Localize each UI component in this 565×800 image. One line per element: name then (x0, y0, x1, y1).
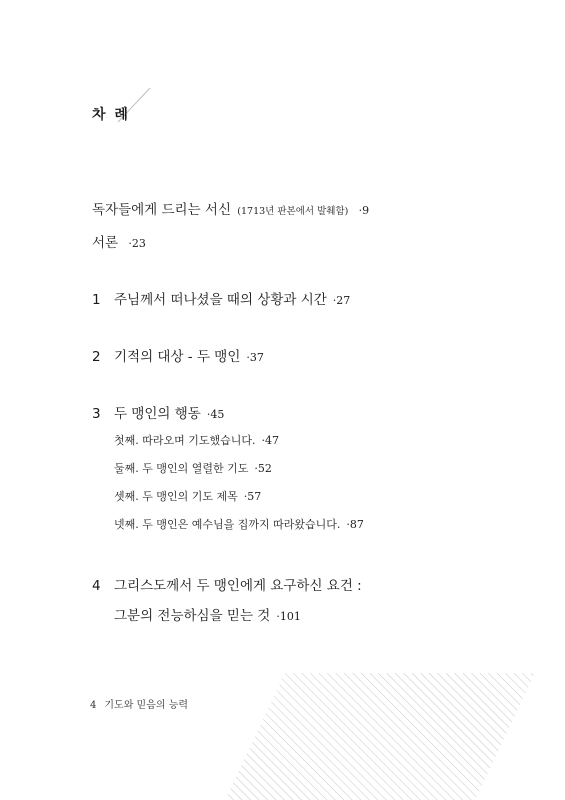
section-title: 첫째. 따라오며 기도했습니다. (114, 434, 256, 447)
page-number: 4 (90, 700, 97, 711)
toc-entry-title: 서론 (92, 235, 119, 251)
chapter-page: ·101 (276, 610, 301, 623)
toc-section[interactable] (114, 432, 279, 448)
toc-section[interactable] (114, 516, 364, 532)
chapter-title-continuation: 그분의 전능하심을 믿는 것 (114, 608, 271, 624)
decorative-diagonal-line (0, 0, 565, 140)
toc-entry-note: (1713년 판본에서 발췌함) (237, 206, 349, 217)
chapter-page: ·27 (332, 294, 351, 307)
toc-chapter-1[interactable] (92, 288, 350, 308)
section-page: ·87 (346, 518, 364, 531)
toc-entry-preface[interactable] (92, 198, 369, 218)
chapter-page: ·45 (206, 408, 225, 421)
section-page: ·52 (254, 462, 272, 475)
toc-entry-title: 독자들에게 드리는 서신 (92, 202, 231, 218)
chapter-title: 두 맹인의 행동 (114, 406, 201, 422)
toc-chapter-2[interactable] (92, 345, 264, 365)
toc-section[interactable] (114, 488, 261, 504)
page-title: 차 례 (92, 107, 130, 123)
section-title: 셋째. 두 맹인의 기도 제목 (114, 490, 238, 503)
chapter-number: 4 (92, 578, 101, 594)
toc-chapter-3[interactable] (92, 402, 224, 422)
section-page: ·47 (261, 434, 279, 447)
toc-chapter-4-continuation[interactable] (114, 604, 301, 624)
toc-entry-page: ·23 (128, 237, 146, 250)
chapter-number: 2 (92, 349, 101, 365)
toc-entry-introduction[interactable] (92, 231, 146, 251)
chapter-number: 3 (92, 406, 101, 422)
chapter-title: 주님께서 떠나셨을 때의 상황과 시간 (114, 292, 327, 308)
chapter-number: 1 (92, 292, 101, 308)
section-title: 둘째. 두 맹인의 열렬한 기도 (114, 462, 249, 475)
running-title: 기도와 믿음의 능력 (104, 700, 189, 711)
section-title: 넷째. 두 맹인은 예수님을 집까지 따라왔습니다. (114, 518, 341, 531)
section-page: ·57 (243, 490, 262, 503)
toc-entry-page: ·9 (358, 204, 370, 217)
chapter-title: 그리스도께서 두 맹인에게 요구하신 요건 : (114, 578, 362, 594)
decorative-hatch-pattern (225, 673, 565, 800)
chapter-page: ·37 (246, 351, 264, 364)
page-footer (90, 696, 188, 711)
toc-chapter-4[interactable] (92, 574, 362, 594)
chapter-title: 기적의 대상 - 두 맹인 (114, 349, 241, 365)
toc-section[interactable] (114, 460, 272, 476)
